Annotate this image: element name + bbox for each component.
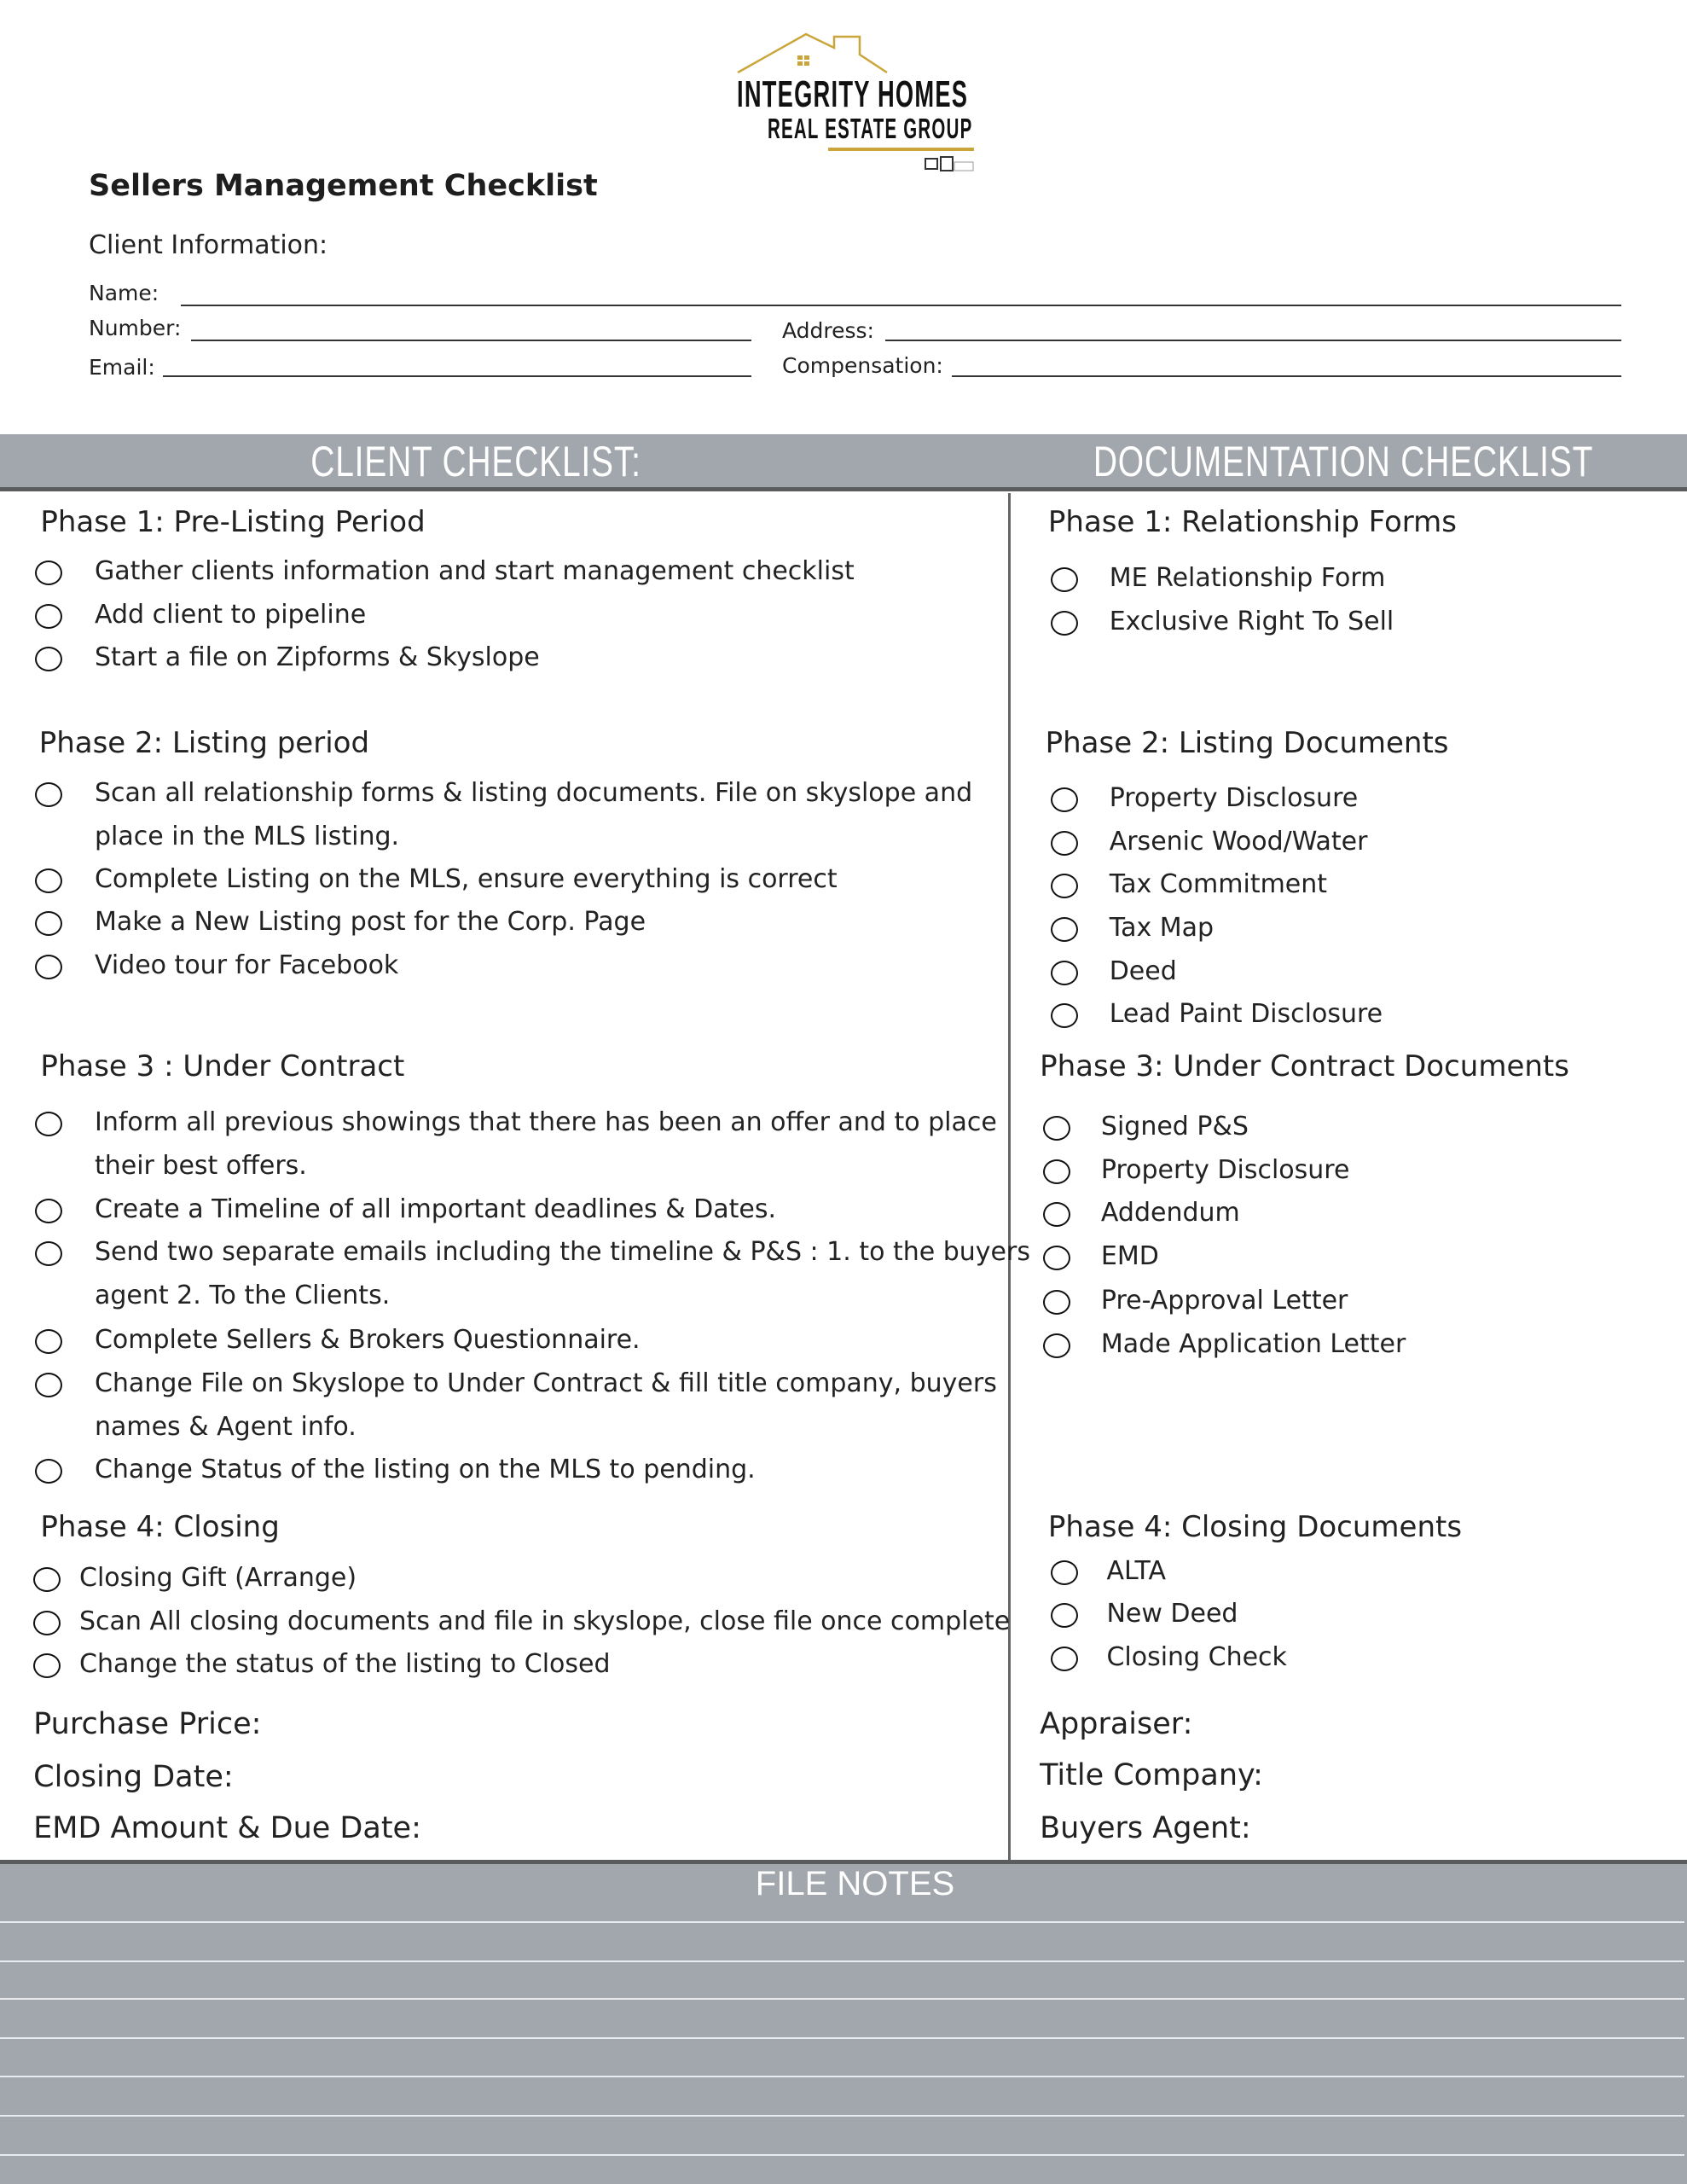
checkbox-circle-icon[interactable] bbox=[1051, 917, 1078, 942]
checklist-item bbox=[79, 1642, 611, 1686]
checkbox-circle-icon[interactable] bbox=[35, 1459, 62, 1484]
checklist-item bbox=[1101, 1191, 1240, 1234]
client-checklist-phase-heading: Phase 4: Closing bbox=[40, 1509, 280, 1544]
file-notes-area[interactable] bbox=[0, 1864, 1687, 2184]
deal-field-label: Title Company: bbox=[1040, 1758, 1263, 1793]
checklist-item bbox=[1101, 1234, 1159, 1278]
client-checklist-phase-heading: Phase 1: Pre-Listing Period bbox=[40, 504, 426, 539]
item-text-line: ALTA bbox=[1106, 1555, 1167, 1586]
checkbox-circle-icon[interactable] bbox=[35, 561, 62, 585]
note-line bbox=[0, 1998, 1684, 2000]
name-label: Name: bbox=[89, 281, 159, 305]
checklist-item bbox=[79, 1556, 357, 1600]
checklist-item bbox=[95, 1188, 776, 1231]
item-text-line: Send two separate emails including the timeline & P&S : 1. to the buyers bbox=[94, 1237, 1030, 1268]
checklist-item bbox=[1101, 1105, 1249, 1148]
checklist-item bbox=[95, 1230, 1030, 1317]
item-text-line: Tax Map bbox=[1109, 912, 1215, 943]
file-notes-heading: FILE NOTES bbox=[755, 1865, 955, 1902]
item-text-line: Made Application Letter bbox=[1100, 1328, 1406, 1359]
checkbox-circle-icon[interactable] bbox=[33, 1567, 61, 1592]
checkbox-circle-icon[interactable] bbox=[1051, 831, 1078, 856]
checkbox-circle-icon[interactable] bbox=[1051, 874, 1078, 898]
item-text-line: Pre-Approval Letter bbox=[1100, 1286, 1348, 1316]
logo-line1: INTEGRITY HOMES bbox=[737, 73, 969, 115]
documentation-checklist-heading: DOCUMENTATION CHECKLIST bbox=[1093, 438, 1594, 485]
checkbox-circle-icon[interactable] bbox=[1043, 1246, 1070, 1270]
item-text-line: their best offers. bbox=[94, 1151, 307, 1182]
client-checklist-heading: CLIENT CHECKLIST: bbox=[310, 438, 641, 485]
item-text-line: place in the MLS listing. bbox=[94, 821, 400, 851]
checklist-item bbox=[95, 857, 838, 901]
item-text-line: names & Agent info. bbox=[94, 1411, 357, 1442]
checklist-item bbox=[1101, 1279, 1348, 1322]
checkbox-circle-icon[interactable] bbox=[35, 647, 62, 671]
logo-line2: REAL ESTATE GROUP bbox=[768, 113, 973, 144]
checklist-item bbox=[95, 1318, 641, 1362]
address-label: Address: bbox=[782, 318, 874, 343]
checkbox-circle-icon[interactable] bbox=[1051, 611, 1078, 636]
item-text-line: Tax Commitment bbox=[1109, 869, 1328, 900]
item-text-line: Add client to pipeline bbox=[94, 599, 367, 630]
checkbox-circle-icon[interactable] bbox=[1043, 1333, 1070, 1358]
item-text-line: Complete Sellers & Brokers Questionnaire. bbox=[94, 1324, 641, 1355]
item-text-line: Closing Check bbox=[1106, 1642, 1287, 1673]
item-text-line: Scan all relationship forms & listing documents. File on skyslope and bbox=[94, 777, 973, 808]
item-text-line: Deed bbox=[1109, 956, 1177, 986]
item-text-line: Property Disclosure bbox=[1100, 1154, 1350, 1185]
checkbox-circle-icon[interactable] bbox=[1043, 1202, 1070, 1227]
checkbox-circle-icon[interactable] bbox=[1051, 1560, 1078, 1585]
band-divider bbox=[0, 487, 1687, 491]
item-text-line: Inform all previous showings that there has been an offer and to place bbox=[94, 1107, 997, 1138]
documentation-checklist-phase-heading: Phase 2: Listing Documents bbox=[1045, 726, 1449, 761]
checklist-item bbox=[1106, 1635, 1286, 1679]
item-text-line: Change the status of the listing to Closed bbox=[79, 1649, 611, 1680]
column-divider bbox=[1008, 493, 1011, 1862]
checklist-item bbox=[95, 1362, 997, 1449]
checklist-item bbox=[1106, 1549, 1166, 1593]
note-line bbox=[0, 2115, 1684, 2117]
email-label: Email: bbox=[89, 355, 155, 380]
checklist-item bbox=[1110, 863, 1327, 906]
checklist-item bbox=[1110, 556, 1386, 600]
checkbox-circle-icon[interactable] bbox=[35, 868, 62, 893]
item-text-line: Property Disclosure bbox=[1109, 783, 1359, 814]
item-text-line: Lead Paint Disclosure bbox=[1109, 999, 1383, 1030]
name-field[interactable] bbox=[181, 305, 1621, 306]
item-text-line: Video tour for Facebook bbox=[94, 950, 399, 980]
checklist-item bbox=[79, 1600, 1010, 1643]
item-text-line: Scan All closing documents and file in skyslope, close file once complete bbox=[79, 1606, 1011, 1636]
checklist-item bbox=[1106, 1592, 1238, 1635]
checklist-item bbox=[1110, 776, 1359, 820]
company-logo bbox=[733, 26, 981, 179]
documentation-checklist-phase-heading: Phase 1: Relationship Forms bbox=[1047, 504, 1457, 539]
checklist-item bbox=[95, 1101, 997, 1188]
item-text-line: ME Relationship Form bbox=[1109, 563, 1386, 594]
checklist-item bbox=[95, 636, 540, 679]
deal-field-label: Closing Date: bbox=[33, 1759, 234, 1794]
item-text-line: Create a Timeline of all important deadlines & Dates. bbox=[94, 1194, 777, 1224]
checkbox-circle-icon[interactable] bbox=[35, 1199, 62, 1223]
checkbox-circle-icon[interactable] bbox=[35, 1329, 62, 1354]
checkbox-circle-icon[interactable] bbox=[1051, 1003, 1078, 1028]
note-line bbox=[0, 1921, 1684, 1923]
page-title: Sellers Management Checklist bbox=[89, 169, 598, 203]
client-info-heading: Client Information: bbox=[89, 230, 328, 260]
item-text-line: Change Status of the listing on the MLS to pending. bbox=[94, 1454, 756, 1484]
documentation-checklist-phase-heading: Phase 4: Closing Documents bbox=[1047, 1509, 1463, 1544]
compensation-field[interactable] bbox=[952, 375, 1621, 377]
checkbox-circle-icon[interactable] bbox=[1043, 1290, 1070, 1315]
checkbox-circle-icon[interactable] bbox=[35, 955, 62, 979]
note-line bbox=[0, 2037, 1684, 2039]
email-field[interactable] bbox=[163, 375, 751, 377]
checkbox-circle-icon[interactable] bbox=[35, 1373, 62, 1397]
note-line bbox=[0, 2076, 1684, 2077]
number-label: Number: bbox=[89, 316, 182, 340]
checkbox-circle-icon[interactable] bbox=[1051, 1603, 1078, 1628]
number-field[interactable] bbox=[191, 340, 751, 341]
item-text-line: Complete Listing on the MLS, ensure everything is correct bbox=[94, 863, 838, 894]
item-text-line: New Deed bbox=[1106, 1599, 1238, 1629]
item-text-line: agent 2. To the Clients. bbox=[94, 1281, 391, 1311]
item-text-line: Signed P&S bbox=[1100, 1112, 1249, 1142]
checkbox-circle-icon[interactable] bbox=[1043, 1116, 1070, 1141]
item-text-line: Gather clients information and start management checklist bbox=[94, 556, 855, 587]
checklist-item bbox=[95, 771, 972, 858]
documentation-checklist-phase-heading: Phase 3: Under Contract Documents bbox=[1040, 1048, 1569, 1083]
checkbox-circle-icon[interactable] bbox=[1051, 567, 1078, 592]
note-line bbox=[0, 2154, 1684, 2156]
checkbox-circle-icon[interactable] bbox=[35, 911, 62, 936]
item-text-line: Addendum bbox=[1100, 1198, 1240, 1228]
checklist-item bbox=[95, 549, 855, 593]
checkbox-circle-icon[interactable] bbox=[33, 1611, 61, 1635]
deal-field-label: Appraiser: bbox=[1040, 1706, 1193, 1741]
item-text-line: EMD bbox=[1100, 1241, 1159, 1272]
checklist-item bbox=[1101, 1148, 1350, 1192]
checkbox-circle-icon[interactable] bbox=[1051, 787, 1078, 812]
checkbox-circle-icon[interactable] bbox=[35, 782, 62, 807]
item-text-line: Change File on Skyslope to Under Contract & fill title company, buyers bbox=[94, 1368, 997, 1398]
client-checklist-phase-heading: Phase 3 : Under Contract bbox=[40, 1048, 405, 1083]
checkbox-circle-icon[interactable] bbox=[35, 1112, 62, 1136]
checkbox-circle-icon[interactable] bbox=[1051, 1647, 1078, 1671]
deal-field-label: EMD Amount & Due Date: bbox=[33, 1811, 421, 1846]
item-text-line: Arsenic Wood/Water bbox=[1109, 826, 1368, 857]
note-line bbox=[0, 1960, 1684, 1962]
checkbox-circle-icon[interactable] bbox=[35, 604, 62, 629]
deal-field-label: Buyers Agent: bbox=[1040, 1811, 1251, 1846]
item-text-line: Exclusive Right To Sell bbox=[1109, 606, 1394, 636]
checklist-item bbox=[95, 1448, 756, 1491]
checklist-item bbox=[95, 593, 366, 636]
checklist-item bbox=[1110, 992, 1383, 1036]
checklist-item bbox=[1110, 600, 1394, 643]
checklist-item bbox=[1110, 950, 1177, 993]
checkbox-circle-icon[interactable] bbox=[33, 1653, 61, 1678]
item-text-line: Closing Gift (Arrange) bbox=[79, 1563, 357, 1594]
address-field[interactable] bbox=[885, 340, 1621, 341]
checklist-item bbox=[1110, 820, 1368, 863]
deal-field-label: Purchase Price: bbox=[33, 1706, 262, 1741]
checklist-item bbox=[95, 944, 398, 987]
checklist-item bbox=[1101, 1322, 1406, 1366]
checkbox-circle-icon[interactable] bbox=[1043, 1159, 1070, 1184]
client-checklist-phase-heading: Phase 2: Listing period bbox=[38, 726, 370, 761]
item-text-line: Make a New Listing post for the Corp. Page bbox=[94, 907, 646, 938]
compensation-label: Compensation: bbox=[782, 353, 943, 378]
checklist-item bbox=[95, 900, 646, 944]
item-text-line: Start a file on Zipforms & Skyslope bbox=[94, 642, 540, 673]
checkbox-circle-icon[interactable] bbox=[35, 1241, 62, 1266]
checkbox-circle-icon[interactable] bbox=[1051, 961, 1078, 985]
checklist-item bbox=[1110, 906, 1214, 950]
